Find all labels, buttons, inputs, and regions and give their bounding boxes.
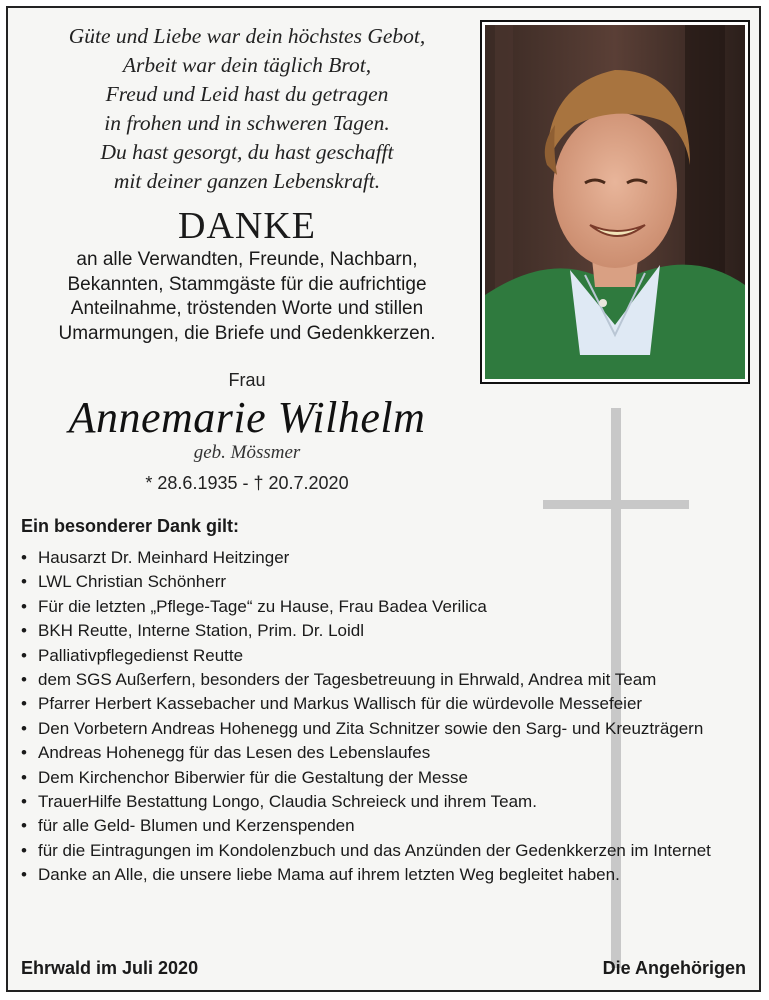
list-item-text: BKH Reutte, Interne Station, Prim. Dr. Loidl: [38, 621, 364, 641]
poem-line: Freud und Leid hast du getragen: [105, 82, 389, 106]
life-dates: * 28.6.1935 - † 20.7.2020: [145, 473, 349, 493]
list-item-text: für alle Geld- Blumen und Kerzenspenden: [38, 816, 355, 836]
danke-heading: DANKE: [178, 205, 316, 247]
list-item: [19, 546, 749, 570]
list-item: [19, 863, 749, 887]
list-item: [19, 790, 749, 814]
list-item: [19, 644, 749, 668]
bullet: •: [21, 767, 27, 787]
poem-line: Güte und Liebe war dein höchstes Gebot,: [68, 24, 426, 48]
bullet: •: [21, 694, 27, 714]
list-item-text: dem SGS Außerfern, besonders der Tagesbetreuung in Ehrwald, Andrea mit Team: [38, 670, 657, 690]
list-item-text: Dem Kirchenchor Biberwier für die Gestaltung der Messe: [38, 767, 468, 787]
deceased-name: Annemarie Wilhelm: [68, 393, 426, 442]
list-item-text: Pfarrer Herbert Kassebacher und Markus Wallisch für die würdevolle Messefeier: [38, 694, 643, 714]
poem-line: in frohen und in schweren Tagen.: [104, 111, 390, 135]
list-item-text: Danke an Alle, die unsere liebe Mama auf ihrem letzten Weg begleitet haben.: [38, 865, 620, 885]
bullet: •: [21, 816, 27, 836]
bullet: •: [21, 670, 27, 690]
list-item: [19, 619, 749, 643]
list-item-text: Für die letzten „Pflege-Tage“ zu Hause, Frau Badea Verilica: [38, 596, 487, 616]
place-date: Ehrwald im Juli 2020: [21, 958, 199, 978]
thanks-line: an alle Verwandten, Freunde, Nachbarn,: [76, 249, 418, 270]
list-item: [19, 766, 749, 790]
list-item: [19, 692, 749, 716]
list-item: [19, 717, 749, 741]
bullet: •: [21, 621, 27, 641]
obituary-notice: [6, 6, 761, 992]
list-item-text: LWL Christian Schönherr: [38, 572, 227, 592]
bullet: •: [21, 865, 27, 885]
bullet: •: [21, 548, 27, 567]
list-item-text: für die Eintragungen im Kondolenzbuch und das Anzünden der Gedenkkerzen im Internet: [38, 840, 711, 860]
bullet: •: [21, 645, 27, 665]
list-item: [19, 839, 749, 863]
thanks-text: [22, 248, 472, 346]
salutation: Frau: [228, 370, 266, 390]
poem: [22, 22, 472, 196]
poem-line: mit deiner ganzen Lebenskraft.: [113, 169, 381, 193]
thanks-line: Anteilnahme, tröstenden Worte und stillen: [70, 298, 424, 319]
thanks-line: Umarmungen, die Briefe und Gedenkkerzen.: [58, 322, 436, 344]
list-item-text: Den Vorbetern Andreas Hohenegg und Zita Schnitzer sowie den Sarg- und Kreuzträgern: [38, 718, 704, 738]
bullet: •: [21, 792, 27, 812]
signature: Die Angehörigen: [602, 958, 746, 978]
poem-line: Arbeit war dein täglich Brot,: [122, 53, 372, 77]
list-item: [19, 741, 749, 765]
portrait-photo-icon: [485, 25, 745, 379]
list-item-text: Hausarzt Dr. Meinhard Heitzinger: [38, 548, 290, 567]
maiden-name: geb. Mössmer: [193, 442, 301, 463]
portrait-photo: [480, 20, 750, 384]
thanks-line: Bekannten, Stammgäste für die aufrichtige: [67, 273, 427, 295]
special-thanks-heading: Ein besonderer Dank gilt:: [21, 516, 240, 536]
bullet: •: [21, 743, 27, 763]
list-item-text: Palliativpflegedienst Reutte: [38, 645, 244, 665]
bullet: •: [21, 596, 27, 616]
bullet: •: [21, 718, 27, 738]
list-item: [19, 668, 749, 692]
bullet: •: [21, 572, 27, 592]
list-item-text: Andreas Hohenegg für das Lesen des Lebenslaufes: [38, 743, 431, 763]
list-item: [19, 570, 749, 594]
list-item: [19, 595, 749, 619]
poem-line: Du hast gesorgt, du hast geschafft: [100, 140, 394, 164]
special-thanks-list: [19, 546, 749, 888]
list-item-text: TrauerHilfe Bestattung Longo, Claudia Schreieck und ihrem Team.: [38, 792, 537, 812]
list-item: [19, 814, 749, 838]
bullet: •: [21, 840, 27, 860]
